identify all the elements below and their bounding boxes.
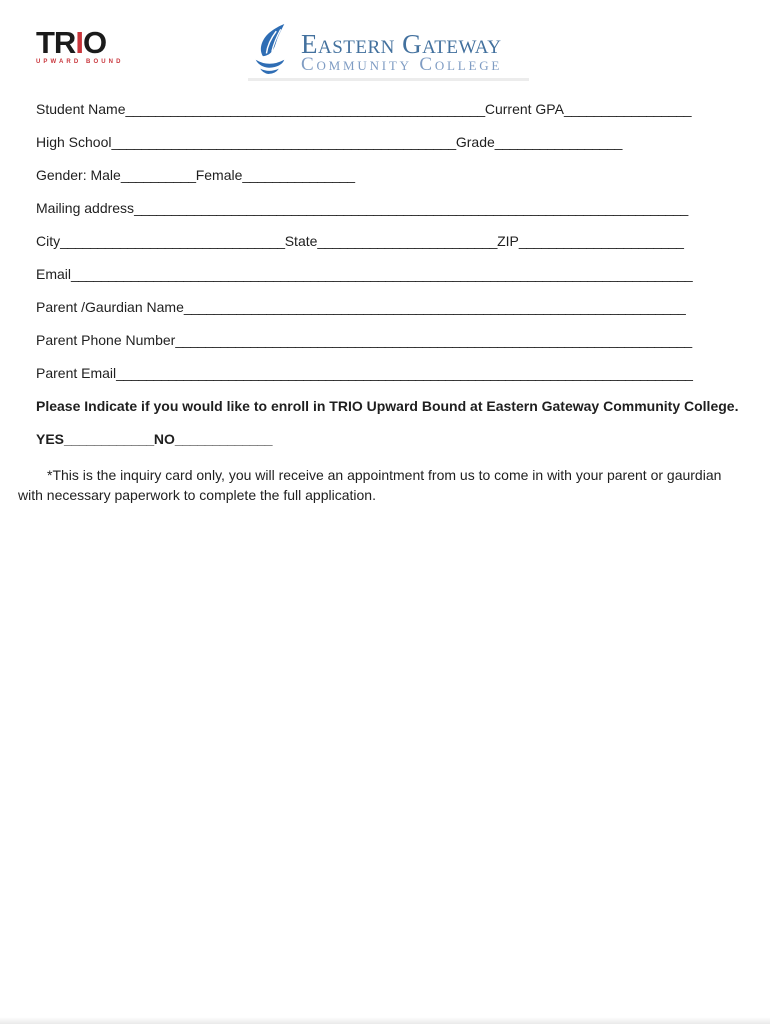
trio-subtitle: UPWARD BOUND: [36, 59, 124, 65]
mailing-address-label: Mailing address: [36, 200, 135, 216]
inquiry-form: [18, 93, 752, 505]
yes-fill-line[interactable]: ____________: [64, 431, 154, 447]
trio-letter-o: O: [82, 25, 107, 60]
yes-label: YES: [36, 431, 65, 447]
current-gpa-fill-line[interactable]: _________________: [563, 101, 692, 117]
row-email: [36, 258, 752, 291]
state-label: State: [284, 233, 318, 249]
high-school-label: High School: [36, 134, 112, 150]
parent-email-label: Parent Email: [36, 365, 117, 381]
parent-email-fill-line[interactable]: _____________________________________________________________________________: [116, 365, 693, 381]
grade-fill-line[interactable]: _________________: [494, 134, 623, 150]
zip-label: ZIP: [497, 233, 519, 249]
egcc-flame-icon: [248, 24, 292, 74]
row-mailing-address: [36, 192, 752, 225]
city-label: City: [36, 233, 61, 249]
egcc-logo: [248, 24, 529, 81]
email-label: Email: [36, 266, 72, 282]
parent-phone-fill-line[interactable]: _____________________________________________________________________: [175, 332, 692, 348]
mailing-address-fill-line[interactable]: __________________________________________________________________________: [134, 200, 689, 216]
student-name-fill-line[interactable]: ________________________________________________: [125, 101, 485, 117]
parent-phone-label: Parent Phone Number: [36, 332, 176, 348]
row-parent-email: [36, 357, 752, 390]
egcc-name-line1: Eastern Gateway: [301, 29, 502, 59]
trio-letter-i: I: [75, 25, 83, 60]
no-fill-line[interactable]: _____________: [174, 431, 273, 447]
trio-upward-bound-logo: [36, 25, 124, 65]
row-enroll-prompt: [36, 390, 752, 423]
gender-male-label: Gender: Male: [36, 167, 121, 183]
no-label: NO: [153, 431, 175, 447]
gender-female-label: Female: [195, 167, 243, 183]
trio-letters-tr: TR: [36, 25, 76, 60]
row-yes-no: [36, 423, 752, 456]
row-high-school: [36, 126, 752, 159]
gender-male-fill-line[interactable]: __________: [120, 167, 196, 183]
enroll-prompt-text: Please Indicate if you would like to enroll in TRIO Upward Bound at Eastern Gateway Community College.: [36, 398, 739, 414]
zip-fill-line[interactable]: ______________________: [518, 233, 684, 249]
page-bottom-edge: [0, 1017, 770, 1024]
row-student-name: [36, 93, 752, 126]
row-city-state-zip: [36, 225, 752, 258]
parent-guardian-name-fill-line[interactable]: ___________________________________________________________________: [183, 299, 686, 315]
egcc-logo-text: [301, 24, 502, 73]
row-gender: [36, 159, 752, 192]
row-parent-phone: [36, 324, 752, 357]
row-parent-guardian-name: [36, 291, 752, 324]
high-school-fill-line[interactable]: ______________________________________________: [111, 134, 456, 150]
gender-female-fill-line[interactable]: _______________: [242, 167, 355, 183]
footnote-text: *This is the inquiry card only, you will receive an appointment from us to come in with your parent or gaurdian with necessary paperwork to complete the full application.: [18, 467, 722, 503]
state-fill-line[interactable]: ________________________: [317, 233, 498, 249]
trio-wordmark: [36, 25, 120, 60]
student-name-label: Student Name: [36, 101, 126, 117]
current-gpa-label: Current GPA: [484, 101, 564, 117]
email-fill-line[interactable]: ___________________________________________________________________________________: [71, 266, 693, 282]
egcc-name-line2: Community College: [301, 54, 503, 75]
city-fill-line[interactable]: ______________________________: [60, 233, 285, 249]
parent-guardian-name-label: Parent /Gaurdian Name: [36, 299, 184, 315]
grade-label: Grade: [455, 134, 495, 150]
